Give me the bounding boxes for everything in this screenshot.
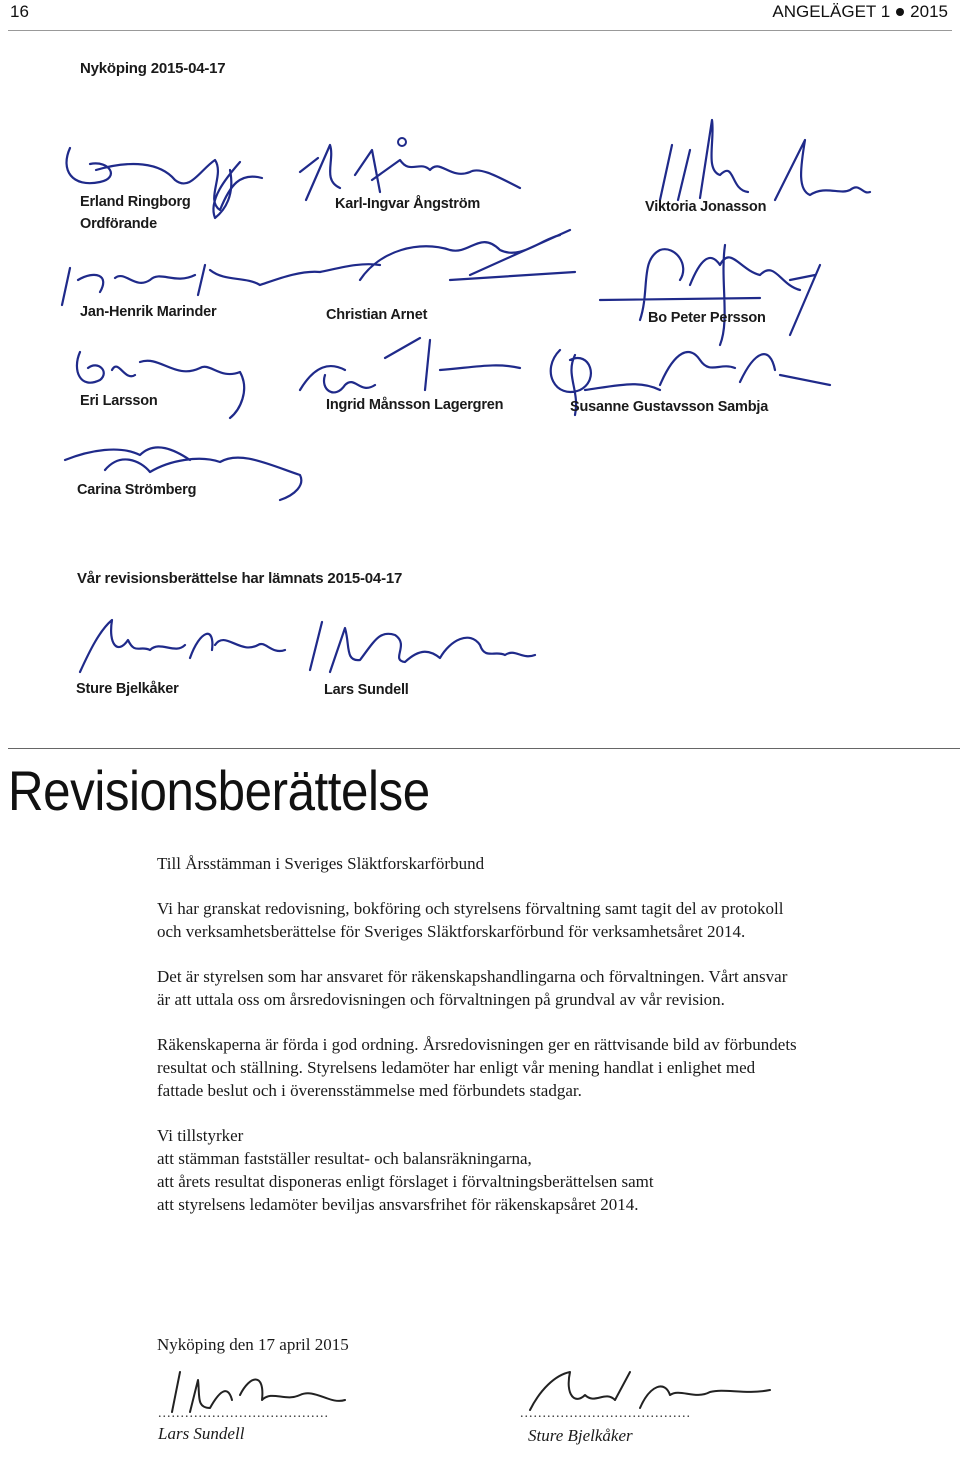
board-place-date: Nyköping 2015-04-17 bbox=[80, 60, 226, 77]
report-addressee: Till Årsstämman i Sveriges Släktforskarförbund bbox=[157, 854, 485, 873]
member-name-jan-henrik: Jan-Henrik Marinder bbox=[80, 304, 217, 320]
member-name-viktoria: Viktoria Jonasson bbox=[645, 199, 767, 215]
report-recommendation: att årets resultat disponeras enligt förslaget i förvaltningsberättelsen samt bbox=[157, 1172, 654, 1191]
report-paragraph: Vi har granskat redovisning, bokföring och styrelsens förvaltning samt tagit del av protokoll och verksamhetsberättelse för Sveriges Släktforskarförbund för verksamhetsåret 2014. bbox=[157, 899, 784, 941]
publication-year: 2015 bbox=[910, 2, 948, 21]
member-role-chair: Ordförande bbox=[80, 216, 157, 232]
report-recommendation: att stämman fastställer resultat- och balansräkningarna, bbox=[157, 1149, 532, 1168]
report-paragraph: Det är styrelsen som har ansvaret för räkenskapshandlingarna och förvaltningen. Vårt ansvar är att uttala oss om årsredovisningen och förvaltningen på grundval av vår revision. bbox=[157, 967, 788, 1009]
section-divider bbox=[8, 748, 960, 749]
publication-header bbox=[772, 2, 948, 22]
report-place-date: Nyköping den 17 april 2015 bbox=[157, 1335, 349, 1354]
member-name-erland: Erland Ringborg bbox=[80, 194, 191, 210]
report-paragraph: Räkenskaperna är förda i god ordning. Årsredovisningen ger en rättvisande bild av förbundets resultat och ställning. Styrelsens ledamöter har enligt vår mening handlat i enlighet med fattade beslut och i överensstämmelse med förbundets stadgar. bbox=[157, 1035, 797, 1100]
report-recommendation: att styrelsens ledamöter beviljas ansvarsfrihet för räkenskapsåret 2014. bbox=[157, 1195, 639, 1214]
member-name-bo-peter: Bo Peter Persson bbox=[648, 310, 766, 326]
member-name-carina: Carina Strömberg bbox=[77, 482, 197, 498]
auditor-name-sture: Sture Bjelkåker bbox=[76, 681, 179, 697]
audit-report bbox=[157, 852, 797, 1216]
signature-line-right: ...................................... bbox=[520, 1406, 691, 1421]
page-number: 16 bbox=[10, 2, 29, 21]
member-name-susanne: Susanne Gustavsson Sambja bbox=[570, 399, 769, 415]
member-name-karl-ingvar: Karl-Ingvar Ångström bbox=[335, 196, 481, 212]
report-signatures-graphic bbox=[0, 1360, 960, 1420]
page-title: Revisionsberättelse bbox=[8, 759, 430, 822]
bullet-dot-icon bbox=[896, 8, 904, 16]
publication-name: ANGELÄGET 1 bbox=[772, 2, 891, 21]
header-rule bbox=[8, 30, 952, 31]
auditor-name-lars: Lars Sundell bbox=[324, 682, 409, 698]
signature-line-left: ...................................... bbox=[158, 1406, 329, 1421]
auditor-signatures-graphic bbox=[0, 600, 960, 690]
member-name-ingrid: Ingrid Månsson Lagergren bbox=[326, 397, 504, 413]
report-recommend-heading: Vi tillstyrker bbox=[157, 1126, 244, 1145]
signer-right: Sture Bjelkåker bbox=[528, 1426, 633, 1445]
audit-note: Vår revisionsberättelse har lämnats 2015-04-17 bbox=[77, 570, 403, 587]
member-name-christian: Christian Arnet bbox=[326, 307, 428, 323]
signer-left: Lars Sundell bbox=[158, 1424, 245, 1443]
member-name-eri: Eri Larsson bbox=[80, 393, 158, 409]
